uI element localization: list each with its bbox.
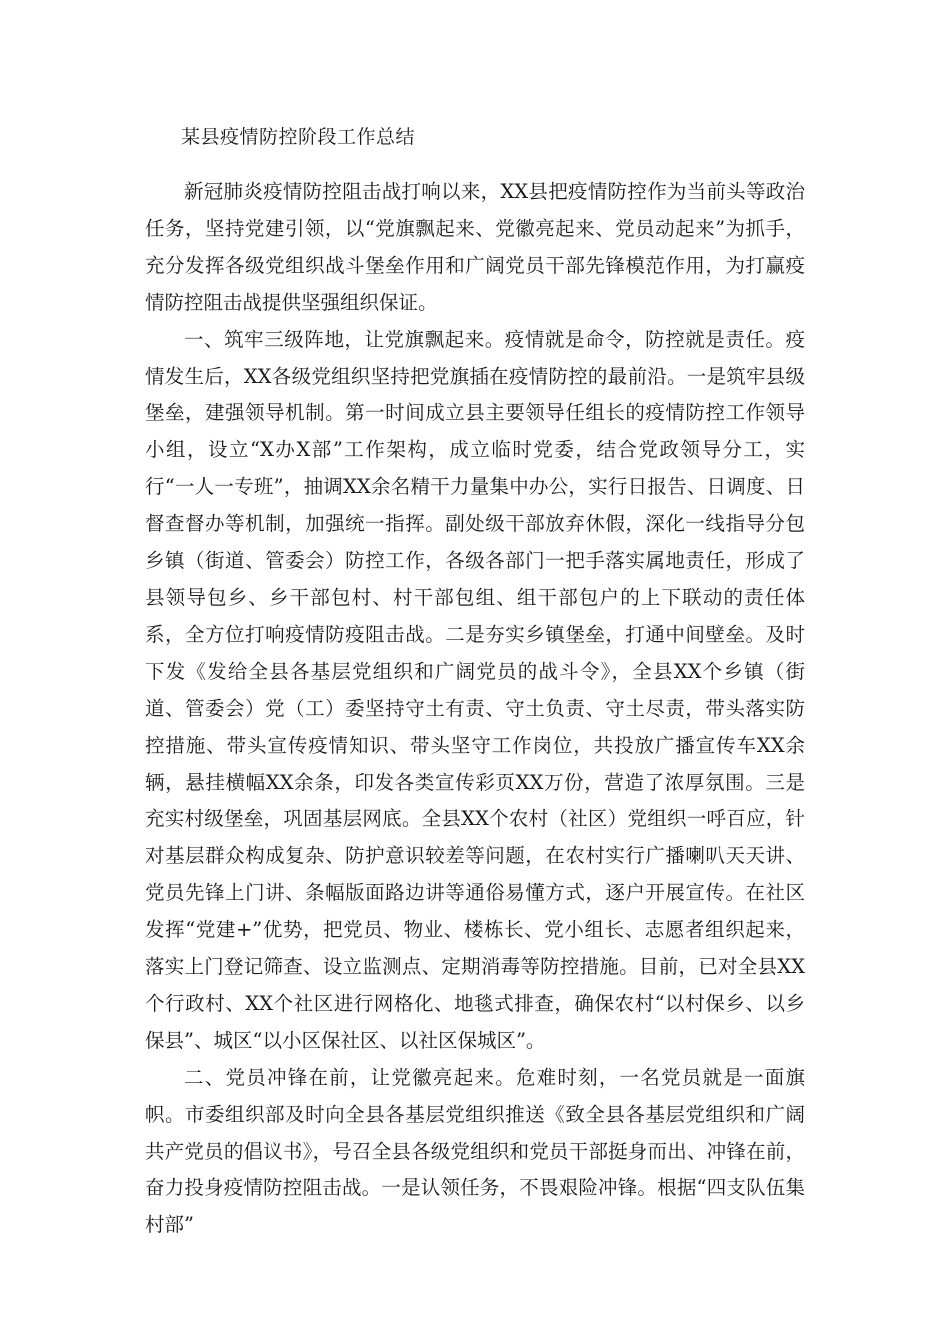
document-body xyxy=(145,174,805,1244)
document-title: 某县疫情防控阶段工作总结 xyxy=(181,126,416,148)
paragraph-section-two: 二、党员冲锋在前，让党徽亮起来。危难时刻，一名党员就是一面旗帜。市委组织部及时向全县各基层党组织推送《致全县各基层党组织和广阔共产党员的倡议书》，号召全县各级党组织和党员干部挺身而出、冲锋在前，奋力投身疫情防控阻击战。一是认领任务，不畏艰险冲锋。根据“四支队伍集村部” xyxy=(145,1065,805,1237)
paragraph-section-one: 一、筑牢三级阵地，让党旗飘起来。疫情就是命令，防控就是责任。疫情发生后，XX各级党组织坚持把党旗插在疫情防控的最前沿。一是筑牢县级堡垒，建强领导机制。第一时间成立县主要领导任组长的疫情防控工作领导小组，设立“X办X部”工作架构，成立临时党委，结合党政领导分工，实行“一人一专班”，抽调XX余名精干力量集中办公，实行日报告、日调度、日督查督办等机制，加强统一指挥。副处级干部放弃休假，深化一线指导分包乡镇（街道、管委会）防控工作，各级各部门一把手落实属地责任，形成了县领导包乡、乡干部包村、村干部包组、组干部包户的上下联动的责任体系，全方位打响疫情防疫阻击战。二是夯实乡镇堡垒，打通中间壁垒。及时下发《发给全县各基层党组织和广阔党员的战斗令》，全县XX个乡镇（街道、管委会）党（工）委坚持守土有责、守土负责、守土尽责，带头落实防控措施、带头宣传疫情知识、带头坚守工作岗位，共投放广播宣传车XX余辆，悬挂横幅XX余条，印发各类宣传彩页XX万份，营造了浓厚氛围。三是充实村级堡垒，巩固基层网底。全县XX个农村（社区）党组织一呼百应，针对基层群众构成复杂、防护意识较差等问题，在农村实行广播喇叭天天讲、党员先锋上门讲、条幅版面路边讲等通俗易懂方式，逐户开展宣传。在社区发挥“党建+”优势，把党员、物业、楼栋长、党小组长、志愿者组织起来，落实上门登记筛查、设立监测点、定期消毒等防控措施。目前，已对全县XX个行政村、XX个社区进行网格化、地毯式排查，确保农村“以村保乡、以乡保县”、城区“以小区保社区、以社区保城区”。 xyxy=(145,327,805,1052)
paragraph-intro: 新冠肺炎疫情防控阻击战打响以来，XX县把疫情防控作为当前头等政治任务，坚持党建引领，以“党旗飘起来、党徽亮起来、党员动起来”为抓手，充分发挥各级党组织战斗堡垒作用和广阔党员干部先锋模范作用，为打赢疫情防控阻击战提供坚强组织保证。 xyxy=(145,180,805,314)
